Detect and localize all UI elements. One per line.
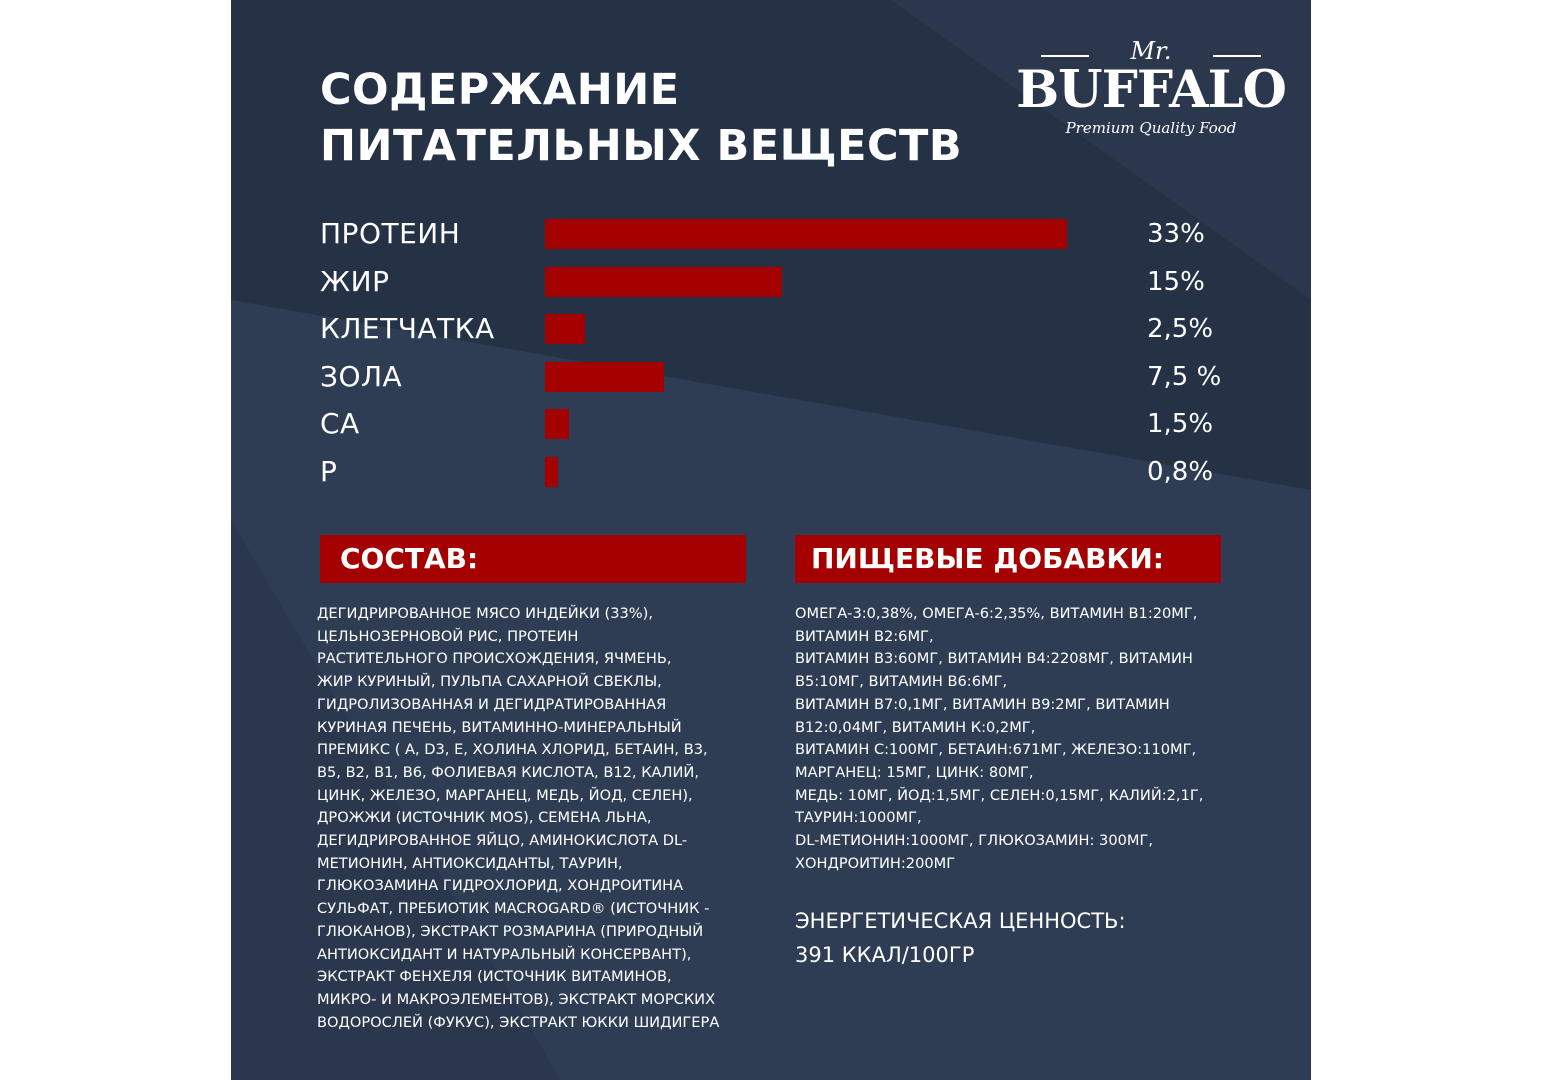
- additives-line: ОМЕГА-3:0,38%, ОМЕГА-6:2,35%, ВИТАМИН В1:20МГ,: [795, 605, 1198, 622]
- nutrient-value-label: 2,5%: [1147, 314, 1214, 345]
- nutrient-label: ПРОТЕИН: [320, 217, 461, 250]
- nutrient-label: КЛЕТЧАТКА: [320, 312, 495, 346]
- nutrient-bar: [545, 409, 569, 439]
- additives-text: [795, 603, 1235, 875]
- composition-line: ЦЕЛЬНОЗЕРНОВОЙ РИС, ПРОТЕИН: [317, 627, 579, 645]
- nutrient-value-label: 33%: [1147, 219, 1205, 249]
- composition-line: МЕТИОНИН, АНТИОКСИДАНТЫ, ТАУРИН,: [317, 854, 623, 872]
- composition-line: ВОДОРОСЛЕЙ (ФУКУС), ЭКСТРАКТ ЮККИ ШИДИГЕРА: [317, 1013, 720, 1031]
- composition-line: МИКРО- И МАКРОЭЛЕМЕНТОВ), ЭКСТРАКТ МОРСКИХ: [317, 990, 716, 1008]
- composition-line: ПРЕМИКС ( A, D3, E, ХОЛИНА ХЛОРИД, БЕТАИН, B3,: [317, 741, 708, 759]
- nutrient-label: CA: [320, 407, 360, 441]
- composition-line: ГЛЮКОЗАМИНА ГИДРОХЛОРИД, ХОНДРОИТИНА: [317, 877, 684, 895]
- nutrient-value-label: 1,5%: [1147, 409, 1214, 440]
- additives-line: ВИТАМИН В2:6МГ,: [795, 627, 934, 645]
- logo-tagline: Premium Quality Food: [1065, 119, 1237, 137]
- nutrient-value-label: 15%: [1147, 266, 1205, 297]
- additives-line: В12:0,04МГ, ВИТАМИН К:0,2МГ,: [795, 718, 1036, 736]
- additives-line: МАРГАНЕЦ: 15МГ, ЦИНК: 80МГ,: [795, 763, 1034, 781]
- nutrient-bar: [545, 457, 558, 487]
- composition-line: ЖИР КУРИНЫЙ, ПУЛЬПА САХАРНОЙ СВЕКЛЫ,: [317, 673, 662, 691]
- energy-amount: 391 ККАЛ/100ГР: [795, 943, 975, 967]
- composition-line: РАСТИТЕЛЬНОГО ПРОИСХОЖДЕНИЯ, ЯЧМЕНЬ,: [317, 650, 672, 668]
- composition-line: АНТИОКСИДАНТ И НАТУРАЛЬНЫЙ КОНСЕРВАНТ),: [317, 945, 692, 963]
- composition-line: ЭКСТРАКТ ФЕНХЕЛЯ (ИСТОЧНИК ВИТАМИНОВ,: [317, 968, 672, 986]
- composition-line: ГИДРОЛИЗОВАННАЯ И ДЕГИДРАТИРОВАННАЯ: [317, 695, 667, 713]
- composition-line: ЦИНК, ЖЕЛЕЗО, МАРГАНЕЦ, МЕДЬ, ЙОД, СЕЛЕН),: [317, 786, 693, 804]
- composition-line: СУЛЬФАТ, ПРЕБИОТИК MACROGARD® (ИСТОЧНИК -: [317, 900, 710, 918]
- nutrient-label: ЗОЛА: [320, 359, 403, 393]
- logo-prefix: Mr.: [1130, 37, 1172, 65]
- title-line-2: ПИТАТЕЛЬНЫХ ВЕЩЕСТВ: [320, 121, 963, 171]
- title-line-1: СОДЕРЖАНИЕ: [320, 65, 680, 115]
- nutrient-label: ЖИР: [320, 264, 390, 298]
- nutrition-card: [231, 0, 1311, 1080]
- additives-line: МЕДЬ: 10МГ, ЙОД:1,5МГ, СЕЛЕН:0,15МГ, КАЛИЙ:2,1Г,: [795, 786, 1204, 804]
- additives-line: DL-МЕТИОНИН:1000МГ, ГЛЮКОЗАМИН: 300МГ,: [795, 832, 1154, 850]
- nutrient-bar: [545, 314, 585, 344]
- nutrient-value-label: 7,5 %: [1147, 361, 1222, 392]
- energy-label: ЭНЕРГЕТИЧЕСКАЯ ЦЕННОСТЬ:: [795, 909, 1126, 933]
- additives-line: ТАУРИН:1000МГ,: [795, 809, 922, 827]
- composition-line: ДРОЖЖИ (ИСТОЧНИК MOS), СЕМЕНА ЛЬНА,: [317, 809, 652, 827]
- nutrient-value-label: 0,8%: [1147, 457, 1214, 487]
- composition-line: КУРИНАЯ ПЕЧЕНЬ, ВИТАМИННО-МИНЕРАЛЬНЫЙ: [317, 718, 682, 736]
- composition-line: ДЕГИДРИРОВАННОЕ МЯСО ИНДЕЙКИ (33%),: [317, 605, 653, 622]
- nutrient-bar: [545, 267, 782, 297]
- additives-heading: ПИЩЕВЫЕ ДОБАВКИ:: [795, 535, 1221, 583]
- composition-line: B5, B2, B1, B6, ФОЛИЕВАЯ КИСЛОТА, B12, КАЛИЙ,: [317, 763, 699, 781]
- nutrient-bar: [545, 362, 664, 392]
- additives-line: ХОНДРОИТИН:200МГ: [795, 854, 956, 872]
- additives-line: ВИТАМИН С:100МГ, БЕТАИН:671МГ, ЖЕЛЕЗО:110МГ,: [795, 741, 1197, 759]
- additives-line: В5:10МГ, ВИТАМИН В6:6МГ,: [795, 673, 1008, 691]
- energy-value: [795, 904, 1235, 972]
- composition-line: ДЕГИДРИРОВАННОЕ ЯЙЦО, АМИНОКИСЛОТА DL-: [317, 832, 688, 850]
- nutrient-label: P: [320, 455, 338, 488]
- additives-line: ВИТАМИН В7:0,1МГ, ВИТАМИН В9:2МГ, ВИТАМИН: [795, 695, 1170, 713]
- composition-text: [317, 603, 777, 1034]
- nutrient-bar-chart: [231, 0, 1311, 520]
- additives-line: ВИТАМИН В3:60МГ, ВИТАМИН В4:2208МГ, ВИТАМИН: [795, 650, 1193, 668]
- composition-line: ГЛЮКАНОВ), ЭКСТРАКТ РОЗМАРИНА (ПРИРОДНЫЙ: [317, 922, 704, 940]
- logo-name: BUFFALO: [1016, 60, 1286, 120]
- composition-heading: СОСТАВ:: [320, 535, 746, 583]
- nutrient-bar: [545, 219, 1067, 249]
